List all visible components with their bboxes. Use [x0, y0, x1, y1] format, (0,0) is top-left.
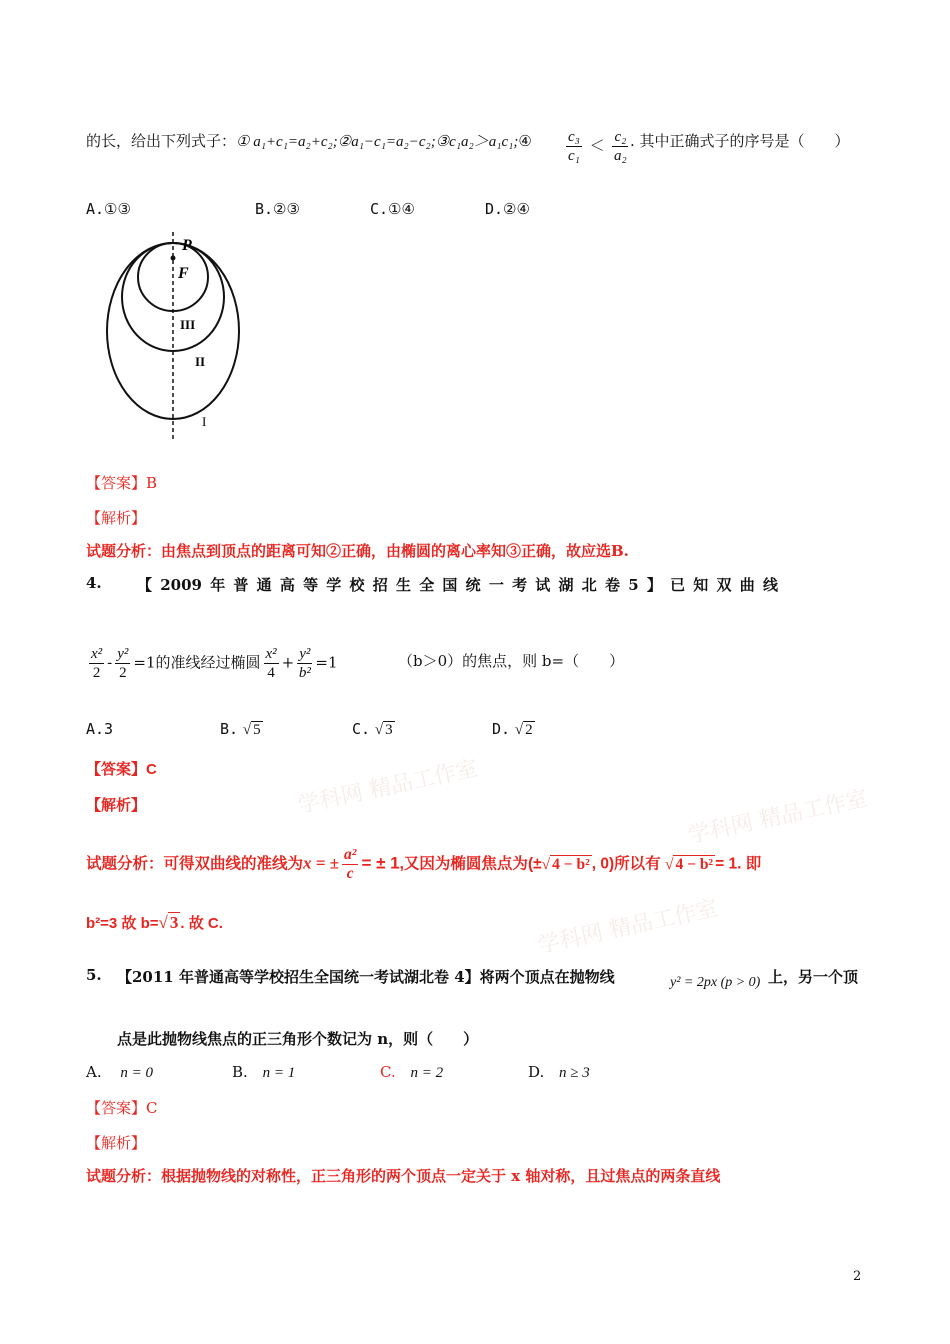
- q4-frac-y2-2: $\frac{\text{y²}}{2}$: [117, 646, 129, 681]
- label-ii: II: [195, 354, 206, 369]
- q4-eq1: =1: [315, 653, 338, 672]
- q5-analysis-text: 试题分析：根据抛物线的对称性，正三角形的两个顶点一定关于 x 轴对称，且过焦点的两条直线: [86, 1167, 721, 1185]
- q3-formula-1: ① a₁+c₁=a₂+c₂;: [236, 134, 338, 150]
- watermark-2: 学科网 精品工作室: [685, 786, 871, 849]
- q4-answer: 【答案】C: [86, 761, 157, 778]
- q5-option-c: C. n = 2: [380, 1063, 444, 1081]
- q4-condition: （b＞0）的焦点，则 b=（ ）: [398, 652, 625, 670]
- q3-option-b: B.②③: [255, 200, 300, 218]
- q4-analysis-label: 【解析】: [86, 797, 147, 814]
- q3-stem-suffix: . 其中正确式子的序号是（ ）: [630, 132, 850, 150]
- q4-number: 4.: [86, 574, 102, 592]
- q3-option-c: C.①④: [370, 200, 415, 218]
- watermark-3: 学科网 精品工作室: [535, 896, 721, 959]
- q4-plus: +: [281, 653, 295, 672]
- q4-frac-x2-2: $\frac{\text{x²}}{2}$: [91, 646, 103, 681]
- q3-analysis-text: 试题分析：由焦点到顶点的距离可知②正确，由椭圆的离心率知③正确，故应选B.: [86, 542, 629, 560]
- q4-source: 【 2009 年 普 通 高 等 学 校 招 生 全 国 统 一 考 试 湖 北 卷 5 】 已 知 双 曲 线: [137, 576, 778, 594]
- q3-answer: 【答案】B: [86, 474, 158, 492]
- q4-analysis-line-2: b²=3 故 b=√ 3 . 故 C.: [86, 913, 223, 932]
- q3-formula-4-label: ④: [518, 132, 532, 150]
- q5-option-a: A. n = 0: [86, 1063, 154, 1081]
- label-iii: III: [180, 317, 196, 332]
- focus-point: [171, 256, 176, 261]
- q3-analysis-label: 【解析】: [86, 509, 147, 527]
- page-number: 2: [853, 1269, 862, 1284]
- q3-option-a: A.①③: [86, 200, 131, 218]
- q5-stem-1: 【2011 年普通高等学校招生全国统一考试湖北卷 4】将两个顶点在抛物线: [117, 968, 615, 986]
- q3-frac-2: $\frac{\text{c₂}}{\text{a₂}}$: [614, 129, 627, 164]
- q5-option-b: B. n = 1: [232, 1063, 296, 1081]
- q3-less-than: ＜: [589, 136, 605, 155]
- q3-frac-1: $\frac{\text{c₃}}{\text{c₁}}$: [568, 129, 580, 164]
- q4-equation: [86, 645, 338, 682]
- q3-stem: [86, 130, 532, 170]
- q5-answer: 【答案】C: [86, 1099, 158, 1117]
- label-i: I: [202, 414, 207, 429]
- q4-option-c: C. √ 3: [352, 720, 393, 738]
- ellipses-figure: [100, 228, 275, 443]
- q4-eq-text: =1的准线经过椭圆: [133, 653, 261, 672]
- q3-option-d: D.②④: [485, 200, 530, 218]
- q4-option-d: D. √ 2: [492, 720, 533, 738]
- q4-minus: -: [107, 653, 113, 672]
- q5-analysis-label: 【解析】: [86, 1134, 147, 1152]
- q5-parabola: y² = 2px (p > 0): [670, 975, 761, 990]
- q3-formula-3: ③c₁a₂＞a₁c₁;: [435, 134, 519, 150]
- q3-formula-4: [563, 128, 631, 165]
- q4-option-b: B. √ 5: [220, 720, 261, 738]
- q3-stem-prefix: 的长，给出下列式子：: [86, 132, 237, 150]
- q4-frac-x2-4: $\frac{\text{x²}}{4}$: [265, 646, 277, 681]
- q5-stem-1-end: 上，另一个顶: [768, 968, 859, 986]
- q4-frac-y2-b2: $\frac{\text{y²}}{\text{b²}}$: [298, 646, 311, 681]
- q3-formula-2: ②a₁−c₁=a₂−c₂;: [337, 134, 436, 150]
- q5-stem-2: 点是此抛物线焦点的正三角形个数记为 n，则（ ）: [117, 1030, 479, 1048]
- q4-option-a: A.3: [86, 720, 114, 738]
- watermark-1: 学科网 精品工作室: [295, 756, 481, 819]
- label-f: F: [178, 265, 189, 282]
- q5-option-d: D. n ≥ 3: [528, 1063, 590, 1081]
- q4-analysis-line-1: 试题分析：可得双曲线的准线为x = ± $\frac{\text{a²}}{c}$ = ± 1,又因为椭圆焦点为(±√ 4 − b² , 0)所以有 √ 4 − b² = 1. 即: [86, 846, 762, 882]
- label-p: P: [182, 237, 192, 254]
- q5-number: 5.: [86, 966, 102, 984]
